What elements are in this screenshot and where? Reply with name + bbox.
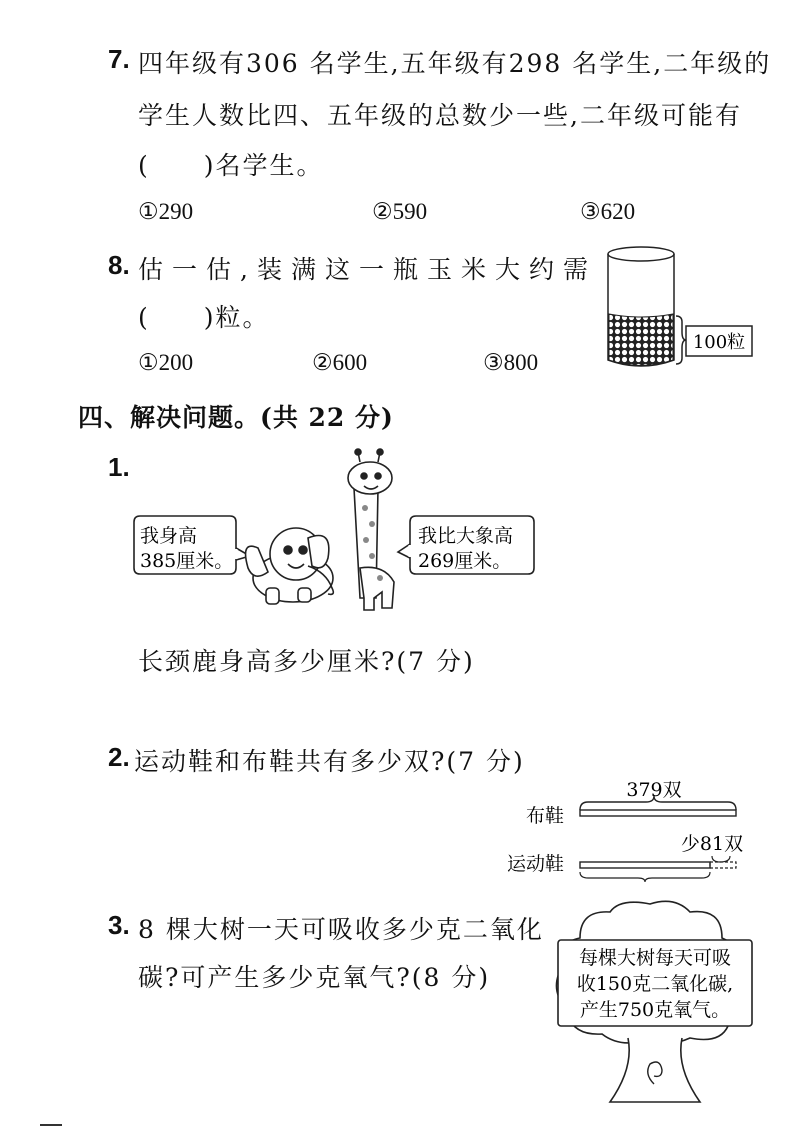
footer-dash [40,1124,62,1126]
shoe-segment-diagram [490,774,770,884]
tree-illustration [550,898,760,1108]
p2-row1-label: 布鞋 [525,805,564,827]
elephant-giraffe-illustration [128,448,568,618]
tree-text-line3: 产生750克氧气。 [579,999,731,1021]
p2-top-label: 379双 [626,779,682,801]
tree-text-line1: 每棵大树每天可吸 [578,947,732,969]
p1-number: 1. [108,452,130,482]
q7-line1: 四年级有306 名学生,五年级有298 名学生,二年级的 [138,49,772,78]
p2-row2-label: 运动鞋 [506,853,564,875]
q8-option-3: ③800 [483,350,539,375]
q7-line2: 学生人数比四、五年级的总数少一些,二年级可能有 [138,101,742,130]
q7-option-2: ②590 [372,199,428,224]
giraffe-bubble-line1: 我比大象高 [418,525,514,547]
q7-number: 7. [108,44,130,74]
q7-option-3: ③620 [580,199,636,224]
q7-line3: ( )名学生。 [138,151,324,180]
p3-line2: 碳?可产生多少克氧气?(8 分) [138,963,491,992]
p1-question: 长颈鹿身高多少厘米?(7 分) [138,647,475,676]
p2-diff-label: 少81双 [680,833,744,855]
p2-question: 运动鞋和布鞋共有多少双?(7 分) [134,747,525,776]
p3-line1: 8 棵大树一天可吸收多少克二氧化 [138,915,544,944]
tree-text-line2: 收150克二氧化碳, [576,973,734,995]
elephant-bubble-line1: 我身高 [140,525,198,547]
p2-number: 2. [108,742,130,772]
q7-option-1: ①290 [138,199,194,224]
giraffe-bubble-line2: 269厘米。 [418,550,512,572]
q8-line2: ( )粒。 [138,303,270,332]
p3-number: 3. [108,910,130,940]
q8-line1: 估一估,装满这一瓶玉米大约需 [138,255,597,284]
section4-title: 四、解决问题。(共 22 分) [78,403,394,432]
q8-number: 8. [108,250,130,280]
q8-option-1: ①200 [138,350,194,375]
elephant-bubble-line2: 385厘米。 [140,550,234,572]
q8-option-2: ②600 [312,350,368,375]
jar-figure [600,244,760,374]
jar-label: 100粒 [692,332,746,353]
elephant-icon [246,528,334,604]
giraffe-icon [348,449,394,610]
